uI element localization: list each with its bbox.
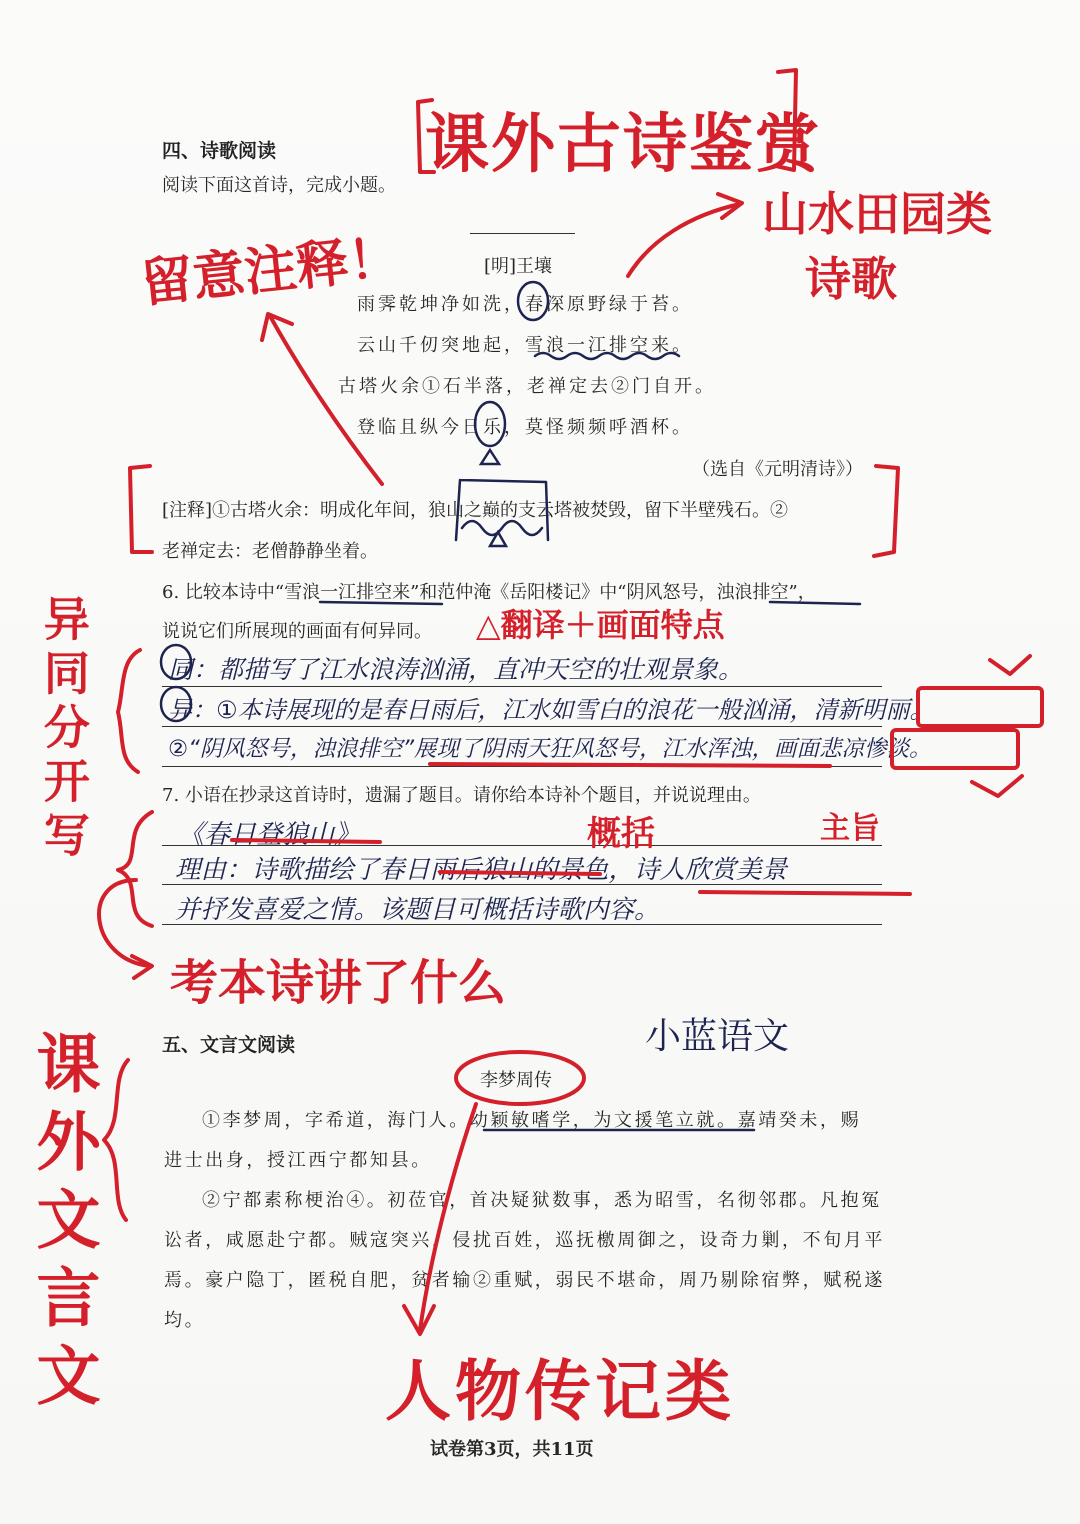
answer-line: [162, 726, 882, 727]
annotation-q6-side: 异同分开写: [36, 595, 91, 865]
q7-answer-reason-1: 理由：诗歌描绘了春日雨后狼山的景色，诗人欣赏美景: [175, 855, 788, 885]
section4-instruction: 阅读下面这首诗，完成小题。: [162, 175, 396, 196]
wenyan-para1-line1: ①李梦周，字希道，海门人。幼颖敏嗜学，为文援笔立就。嘉靖癸未，赐: [202, 1110, 862, 1131]
q6-answer-diff-2: ②“阴风怒号，浊浪排空”展现了阴雨天狂风怒号，江水浑浊，画面悲凉惨淡。: [168, 736, 932, 762]
section4-heading: 四、诗歌阅读: [162, 140, 277, 162]
annotation-q7-bottom: 考本诗讲了什么: [170, 955, 507, 1011]
wenyan-para2-line2: 讼者，咸愿赴宁都。贼寇突兴，侵扰百姓，巡抚檄周御之，设奇力剿，不旬月平: [164, 1230, 885, 1251]
answer-line: [162, 686, 882, 687]
page-footer: 试卷第3页，共11页: [430, 1439, 594, 1460]
annotation-top-title: 课外古诗鉴赏: [425, 108, 821, 182]
wenyan-para1-line2: 进士出身，授江西宁都知县。: [164, 1150, 432, 1171]
annotation-brand: 小蓝语文: [645, 1016, 790, 1057]
poem-author: [明]王壤: [484, 256, 553, 277]
annotation-wenyan-side: 课外文言文: [25, 1030, 100, 1420]
question-6-line-2: 说说它们所展现的画面有何异同。: [162, 621, 432, 642]
wenyan-para2-line1: ②宁都素称梗治④。初莅官，首决疑狱数事，悉为昭雪，名彻邻郡。凡抱冤: [202, 1190, 882, 1211]
wenyan-para2-line3: 焉。豪户隐丁，匿税自肥，贫者输②重赋，弱民不堪命，周乃剔除宿弊，赋税遂: [164, 1270, 885, 1291]
annotation-poem-type-1: 山水田园类: [762, 187, 992, 241]
annotation-q7-gaikuo: 概括: [587, 814, 655, 854]
poem-line-1: 雨霁乾坤净如洗，春深原野绿于苔。: [357, 294, 693, 315]
wenyan-para2-line4: 均。: [164, 1310, 206, 1331]
q6-answer-diff-1: 异：①本诗展现的是春日雨后，江水如雪白的浪花一般汹涌，清新明丽。: [168, 696, 934, 724]
answer-line: [162, 766, 882, 767]
poem-source: （选自《元明清诗》）: [692, 459, 863, 480]
annotation-q6-method: △翻译＋画面特点: [476, 606, 725, 644]
poem-line-4: 登临且纵今日乐，莫怪频频呼酒杯。: [357, 417, 693, 438]
section5-heading: 五、文言文阅读: [162, 1034, 296, 1056]
poem-line-2: 云山千仞突地起，雪浪一江排空来。: [357, 335, 693, 356]
annotation-poem-type-2: 诗歌: [805, 252, 897, 306]
annotation-q7-zhuzhi: 主旨: [820, 811, 880, 846]
q7-answer-title: 《春日登狼山》: [178, 820, 361, 850]
question-6-line-1: 6. 比较本诗中“雪浪一江排空来”和范仲淹《岳阳楼记》中“阴风怒号，浊浪排空”，: [162, 582, 816, 603]
question-7: 7. 小语在抄录这首诗时，遗漏了题目。请你给本诗补个题目，并说说理由。: [162, 785, 761, 806]
q6-answer-same: 同：都描写了江水浪涛汹涌，直冲天空的壮观景象。: [168, 655, 744, 684]
annotation-bio-type: 人物传记类: [385, 1353, 735, 1430]
poem-line-3: 古塔火余①石半落，老禅定去②门自开。: [338, 376, 716, 397]
note-line-1: [注释]①古塔火余：明成化年间，狼山之巅的支云塔被焚毁，留下半壁残石。②: [162, 500, 789, 521]
title-blank: [470, 233, 575, 234]
note-line-2: 老禅定去：老僧静静坐着。: [162, 541, 378, 562]
q7-answer-reason-2: 并抒发喜爱之情。该题目可概括诗歌内容。: [175, 895, 660, 925]
annotation-note-reminder: 留意注释！: [138, 227, 404, 315]
wenyan-title: 李梦周传: [480, 1070, 552, 1091]
